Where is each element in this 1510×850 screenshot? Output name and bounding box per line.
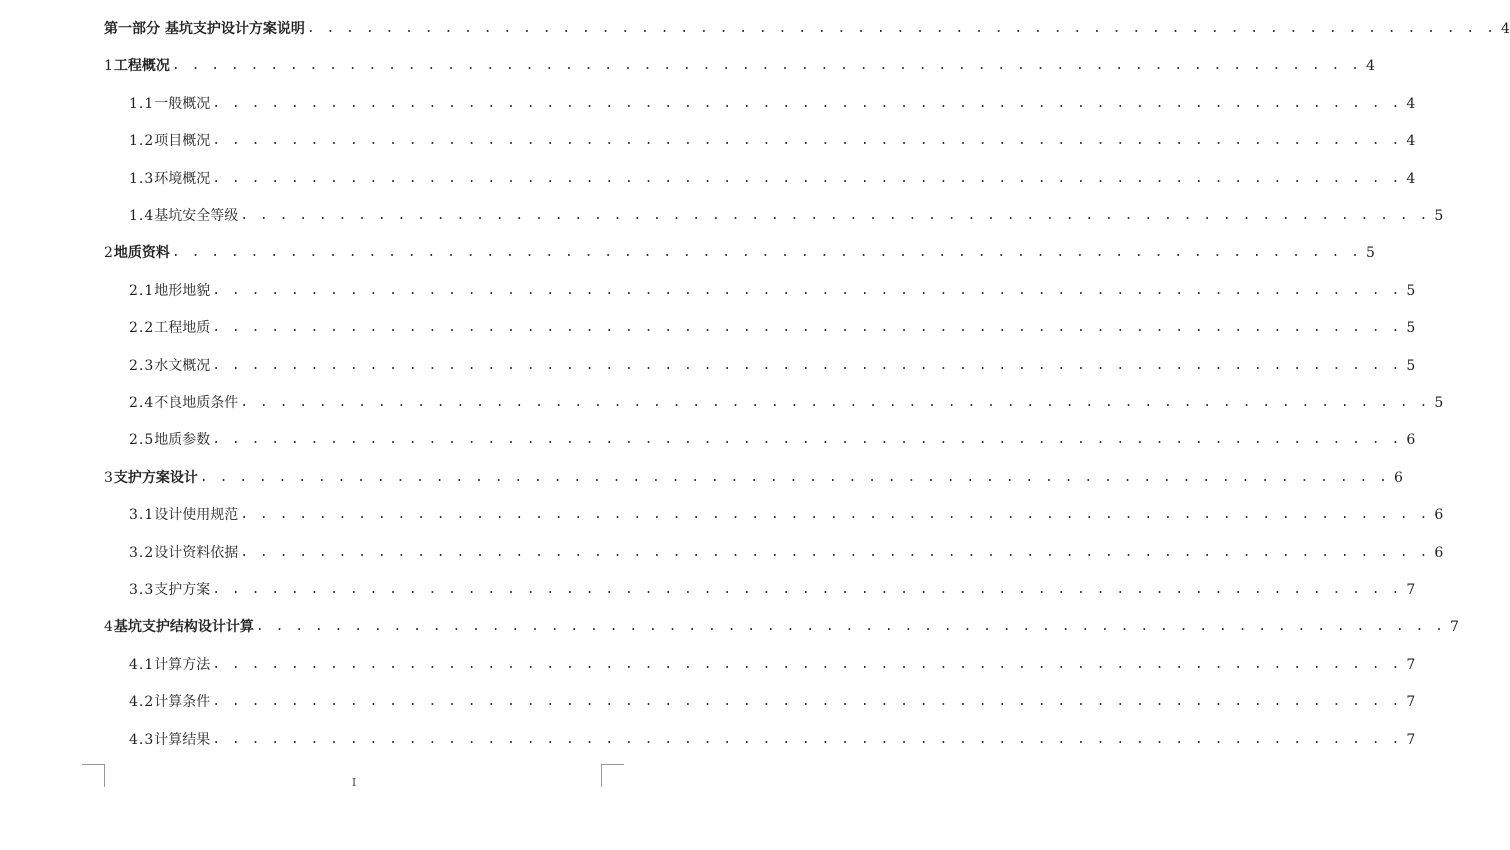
toc-entry-number: 2.2 — [129, 320, 155, 336]
toc-entry-page: 4 — [1366, 58, 1375, 74]
toc-entry-page: 7 — [1406, 582, 1416, 598]
toc-entry-label: 工程概况 — [113, 58, 170, 74]
toc-entry-number: 1 — [104, 58, 114, 74]
toc-entry-number: 4.3 — [129, 732, 155, 748]
toc-dot-leader: . . . . . . . . . . . . . . . . . . . . . . . . . . . . . . . . . . . . . . . . . . . . . . . . . . . . . . . . . . . . . — [212, 133, 1402, 148]
toc-entry-number: 2.1 — [129, 283, 155, 299]
toc-entry[interactable] — [129, 317, 1416, 339]
toc-entry[interactable] — [104, 55, 1375, 77]
toc-entry-page: 5 — [1406, 320, 1416, 336]
toc-entry-number: 1.3 — [129, 171, 155, 187]
toc-entry[interactable] — [129, 280, 1416, 302]
toc-dot-leader: . . . . . . . . . . . . . . . . . . . . . . . . . . . . . . . . . . . . . . . . . . . . . . . . . . . . . . . . . . . . . — [240, 545, 1430, 560]
toc-entry-page: 4 — [1406, 96, 1416, 112]
toc-entry[interactable] — [129, 579, 1416, 601]
toc-entry[interactable] — [129, 93, 1416, 115]
toc-entry-number: 2.5 — [129, 432, 155, 448]
toc-entry-page: 6 — [1406, 432, 1416, 448]
toc-dot-leader: . . . . . . . . . . . . . . . . . . . . . . . . . . . . . . . . . . . . . . . . . . . . . . . . . . . . . . . . . . . . . — [240, 208, 1430, 223]
toc-entry-page: 5 — [1406, 283, 1416, 299]
toc-dot-leader: . . . . . . . . . . . . . . . . . . . . . . . . . . . . . . . . . . . . . . . . . . . . . . . . . . . . . . . . . . . . . — [212, 96, 1402, 111]
toc-dot-leader: . . . . . . . . . . . . . . . . . . . . . . . . . . . . . . . . . . . . . . . . . . . . . . . . . . . . . . . . . . . . . — [212, 694, 1402, 709]
toc-entry[interactable] — [129, 654, 1416, 676]
toc-entry-label: 地形地貌 — [154, 283, 211, 299]
toc-entry-number: 1.1 — [129, 96, 155, 112]
toc-dot-leader: . . . . . . . . . . . . . . . . . . . . . . . . . . . . . . . . . . . . . . . . . . . . . . . . . . . . . . . . . . . . . — [212, 657, 1402, 672]
toc-dot-leader: . . . . . . . . . . . . . . . . . . . . . . . . . . . . . . . . . . . . . . . . . . . . . . . . . . . . . . . . . . . . . — [240, 507, 1430, 522]
toc-entry-number: 2.4 — [129, 395, 155, 411]
toc-entry-page: 4 — [1406, 133, 1416, 149]
toc-entry[interactable] — [129, 168, 1416, 190]
toc-entry-number: 1.2 — [129, 133, 155, 149]
toc-entry[interactable] — [129, 355, 1416, 377]
toc-entry-number: 3.3 — [129, 582, 155, 598]
toc-dot-leader: . . . . . . . . . . . . . . . . . . . . . . . . . . . . . . . . . . . . . . . . . . . . . . . . . . . . . . . . . . . . . — [255, 619, 1445, 634]
toc-entry-label: 项目概况 — [154, 133, 211, 149]
toc-entry-page: 7 — [1406, 694, 1416, 710]
toc-entry[interactable] — [129, 429, 1416, 451]
toc-entry-number: 3 — [104, 470, 114, 486]
toc-entry-number: 3.1 — [129, 507, 155, 523]
toc-dot-leader: . . . . . . . . . . . . . . . . . . . . . . . . . . . . . . . . . . . . . . . . . . . . . . . . . . . . . . . . . . . . . — [306, 21, 1496, 36]
toc-entry-number: 3.2 — [129, 545, 155, 561]
toc-entry-label: 计算结果 — [154, 732, 211, 748]
toc-entry[interactable] — [129, 729, 1416, 751]
toc-entry-page: 4 — [1500, 21, 1510, 37]
toc-entry-label: 水文概况 — [154, 358, 211, 374]
toc-entry-label: 地质参数 — [154, 432, 211, 448]
toc-entry[interactable] — [129, 130, 1416, 152]
toc-entry[interactable] — [129, 205, 1444, 227]
toc-entry-label: 支护方案 — [154, 582, 211, 598]
toc-entry-label: 环境概况 — [154, 171, 211, 187]
toc-entry-number: 4.1 — [129, 657, 155, 673]
toc-dot-leader: . . . . . . . . . . . . . . . . . . . . . . . . . . . . . . . . . . . . . . . . . . . . . . . . . . . . . . . . . . . . . — [199, 470, 1389, 485]
toc-entry[interactable] — [104, 616, 1459, 638]
toc-entry-number: 4 — [104, 619, 114, 635]
toc-dot-leader: . . . . . . . . . . . . . . . . . . . . . . . . . . . . . . . . . . . . . . . . . . . . . . . . . . . . . . . . . . . . . — [212, 320, 1402, 335]
toc-entry-page: 5 — [1406, 358, 1416, 374]
toc-dot-leader: . . . . . . . . . . . . . . . . . . . . . . . . . . . . . . . . . . . . . . . . . . . . . . . . . . . . . . . . . . . . . — [171, 245, 1361, 260]
toc-entry-label: 设计资料依据 — [154, 545, 239, 561]
toc-dot-leader: . . . . . . . . . . . . . . . . . . . . . . . . . . . . . . . . . . . . . . . . . . . . . . . . . . . . . . . . . . . . . — [171, 58, 1361, 73]
toc-dot-leader: . . . . . . . . . . . . . . . . . . . . . . . . . . . . . . . . . . . . . . . . . . . . . . . . . . . . . . . . . . . . . — [212, 358, 1402, 373]
page-corner-mark-right — [601, 764, 624, 787]
toc-entry-number: 2 — [104, 245, 114, 261]
toc-entry-label: 工程地质 — [154, 320, 211, 336]
footer-page-number: I — [351, 776, 357, 789]
toc-entry[interactable] — [129, 392, 1444, 414]
toc-entry-label: 支护方案设计 — [113, 470, 198, 486]
toc-entry-label: 计算条件 — [154, 694, 211, 710]
toc-dot-leader: . . . . . . . . . . . . . . . . . . . . . . . . . . . . . . . . . . . . . . . . . . . . . . . . . . . . . . . . . . . . . — [212, 171, 1402, 186]
toc-entry[interactable] — [129, 542, 1444, 564]
toc-entry[interactable] — [129, 691, 1416, 713]
toc-entry-label: 计算方法 — [154, 657, 211, 673]
page-corner-mark-left — [82, 764, 105, 787]
toc-entry-page: 5 — [1434, 208, 1444, 224]
toc-entry-label: 设计使用规范 — [154, 507, 239, 523]
toc-entry-label: 一般概况 — [154, 96, 211, 112]
toc-entry-page: 7 — [1450, 619, 1459, 635]
toc-dot-leader: . . . . . . . . . . . . . . . . . . . . . . . . . . . . . . . . . . . . . . . . . . . . . . . . . . . . . . . . . . . . . — [240, 395, 1430, 410]
toc-entry-page: 5 — [1434, 395, 1444, 411]
toc-entry-page: 5 — [1366, 245, 1375, 261]
toc-dot-leader: . . . . . . . . . . . . . . . . . . . . . . . . . . . . . . . . . . . . . . . . . . . . . . . . . . . . . . . . . . . . . — [212, 283, 1402, 298]
toc-entry-page: 6 — [1434, 507, 1444, 523]
toc-entry-label: 基坑支护结构设计计算 — [113, 619, 254, 635]
toc-entry-label: 第一部分 基坑支护设计方案说明 — [104, 21, 305, 37]
toc-entry-number: 1.4 — [129, 208, 155, 224]
toc-entry-page: 4 — [1406, 171, 1416, 187]
toc-entry[interactable] — [104, 242, 1375, 264]
toc-entry[interactable] — [104, 18, 1510, 40]
toc-entry-page: 7 — [1406, 657, 1416, 673]
toc-entry-number: 4.2 — [129, 694, 155, 710]
toc-entry[interactable] — [104, 467, 1403, 489]
toc-entry-label: 不良地质条件 — [154, 395, 239, 411]
toc-entry[interactable] — [129, 504, 1444, 526]
toc-dot-leader: . . . . . . . . . . . . . . . . . . . . . . . . . . . . . . . . . . . . . . . . . . . . . . . . . . . . . . . . . . . . . — [212, 732, 1402, 747]
toc-entry-number: 2.3 — [129, 358, 155, 374]
toc-entry-label: 地质资料 — [113, 245, 170, 261]
toc-entry-page: 7 — [1406, 732, 1416, 748]
toc-entry-label: 基坑安全等级 — [154, 208, 239, 224]
toc-entry-page: 6 — [1394, 470, 1403, 486]
toc-entry-page: 6 — [1434, 545, 1444, 561]
toc-dot-leader: . . . . . . . . . . . . . . . . . . . . . . . . . . . . . . . . . . . . . . . . . . . . . . . . . . . . . . . . . . . . . — [212, 432, 1402, 447]
toc-dot-leader: . . . . . . . . . . . . . . . . . . . . . . . . . . . . . . . . . . . . . . . . . . . . . . . . . . . . . . . . . . . . . — [212, 582, 1402, 597]
